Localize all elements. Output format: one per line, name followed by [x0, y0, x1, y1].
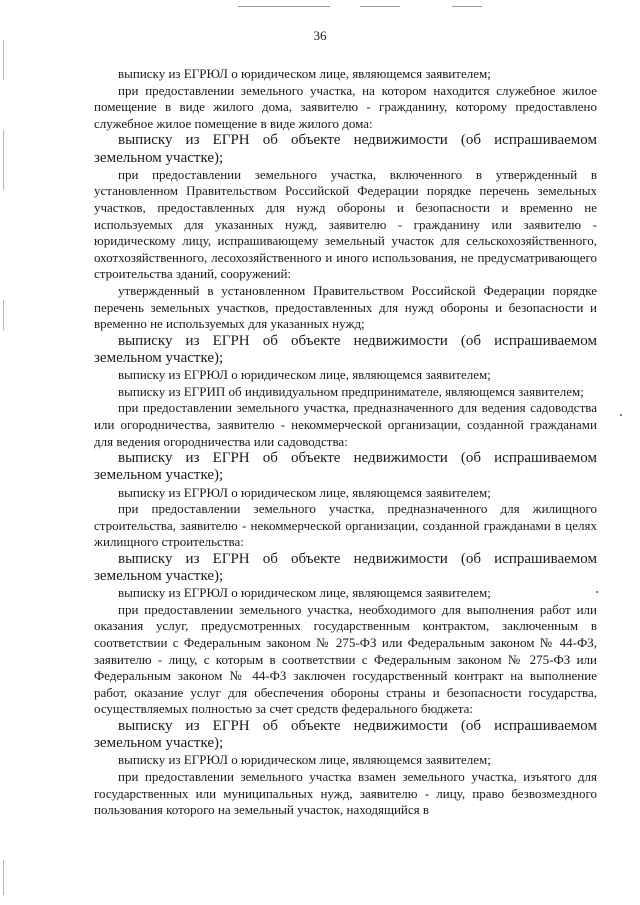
paragraph: выписку из ЕГРЮЛ о юридическом лице, являющемся заявителем; [118, 66, 491, 81]
document-body [94, 66, 597, 819]
paragraph: выписку из ЕГРЮЛ о юридическом лице, являющемся заявителем; [118, 752, 491, 768]
paragraph: при предоставлении земельного участка, на котором находится служебное жилое помещение в виде жилого дома, заявителю - гражданину, которому предоставлено служебное жилое помещение в виде жилого дома: [94, 82, 597, 131]
scan-edge-mark [3, 130, 4, 190]
scan-edge-mark [238, 6, 330, 7]
scan-edge-mark [3, 40, 4, 80]
paragraph: выписку из ЕГРН об объекте недвижимости (об испрашиваемом земельном участке); [94, 550, 597, 585]
paragraph: при предоставлении земельного участка взамен земельного участка, изъятого для государственных или муниципальных нужд, заявителю - лицу, право безвозмездного пользования которого на земельный участок, находящийся в [94, 769, 597, 818]
paragraph: выписку из ЕГРИП об индивидуальном предпринимателе, являющемся заявителем; [118, 383, 584, 399]
paragraph: выписку из ЕГРН об объекте недвижимости (об испрашиваемом земельном участке); [94, 132, 597, 166]
scan-speck [620, 414, 622, 416]
paragraph: при предоставлении земельного участка, предназначенного для жилищного строительства, заявителю - некоммерческой организации, созданной гражданами в целях жилищного строительства: [94, 501, 597, 550]
scan-edge-mark [452, 6, 482, 7]
paragraph: выписку из ЕГРН об объекте недвижимости (об испрашиваемом земельном участке); [94, 450, 597, 484]
paragraph: при предоставлении земельного участка, включенного в утвержденный в установленном Правительством Российской Федерации порядке перечень земельных участков, предоставленных для нужд обороны и безопасности и временно не используемых для указанных нужд, заявителю - гражданину или заявителю - юридическому лицу, испрашивающему земельный участок для сельскохозяйственного, охотхозяйственного, лесохозяйственного и иного использования, не предусматривающего строительства зданий, сооружений: [94, 166, 597, 282]
paragraph: утвержденный в установленном Правительством Российской Федерации порядке перечень земельных участков, предоставленных для нужд обороны и безопасности и временно не используемых для указанных нужд; [94, 282, 597, 332]
page-number: 36 [313, 28, 327, 43]
paragraph: выписку из ЕГРЮЛ о юридическом лице, являющемся заявителем; [118, 367, 491, 383]
paragraph: при предоставлении земельного участка, необходимого для выполнения работ или оказания услуг, предусмотренных государственным контрактом, заключенным в соответствии с Федеральным законом № 275-ФЗ или Федеральным законом № 44-ФЗ, заявителю - лицу, с которым в соответствии с Федеральным законом № 275-ФЗ или Федеральным законом № 44-ФЗ заключен государственный контракт на выполнение работ, оказание услуг для обеспечения обороны страны и безопасности государства, осуществляемых полностью за счет средств федерального бюджета: [94, 601, 597, 717]
scan-edge-mark [3, 300, 4, 330]
paragraph: выписку из ЕГРЮЛ о юридическом лице, являющемся заявителем; [118, 585, 491, 601]
scan-edge-mark [3, 860, 4, 895]
scan-edge-mark [360, 6, 400, 7]
paragraph: выписку из ЕГРЮЛ о юридическом лице, являющемся заявителем; [118, 484, 491, 500]
paragraph: выписку из ЕГРН об объекте недвижимости (об испрашиваемом земельном участке); [94, 718, 597, 752]
paragraph: выписку из ЕГРН об объекте недвижимости (об испрашиваемом земельном участке); [94, 332, 597, 366]
paragraph: при предоставлении земельного участка, предназначенного для ведения садоводства или огородничества, заявителю - некоммерческой организации, созданной гражданами для ведения огородничества или садоводства: [94, 400, 597, 449]
